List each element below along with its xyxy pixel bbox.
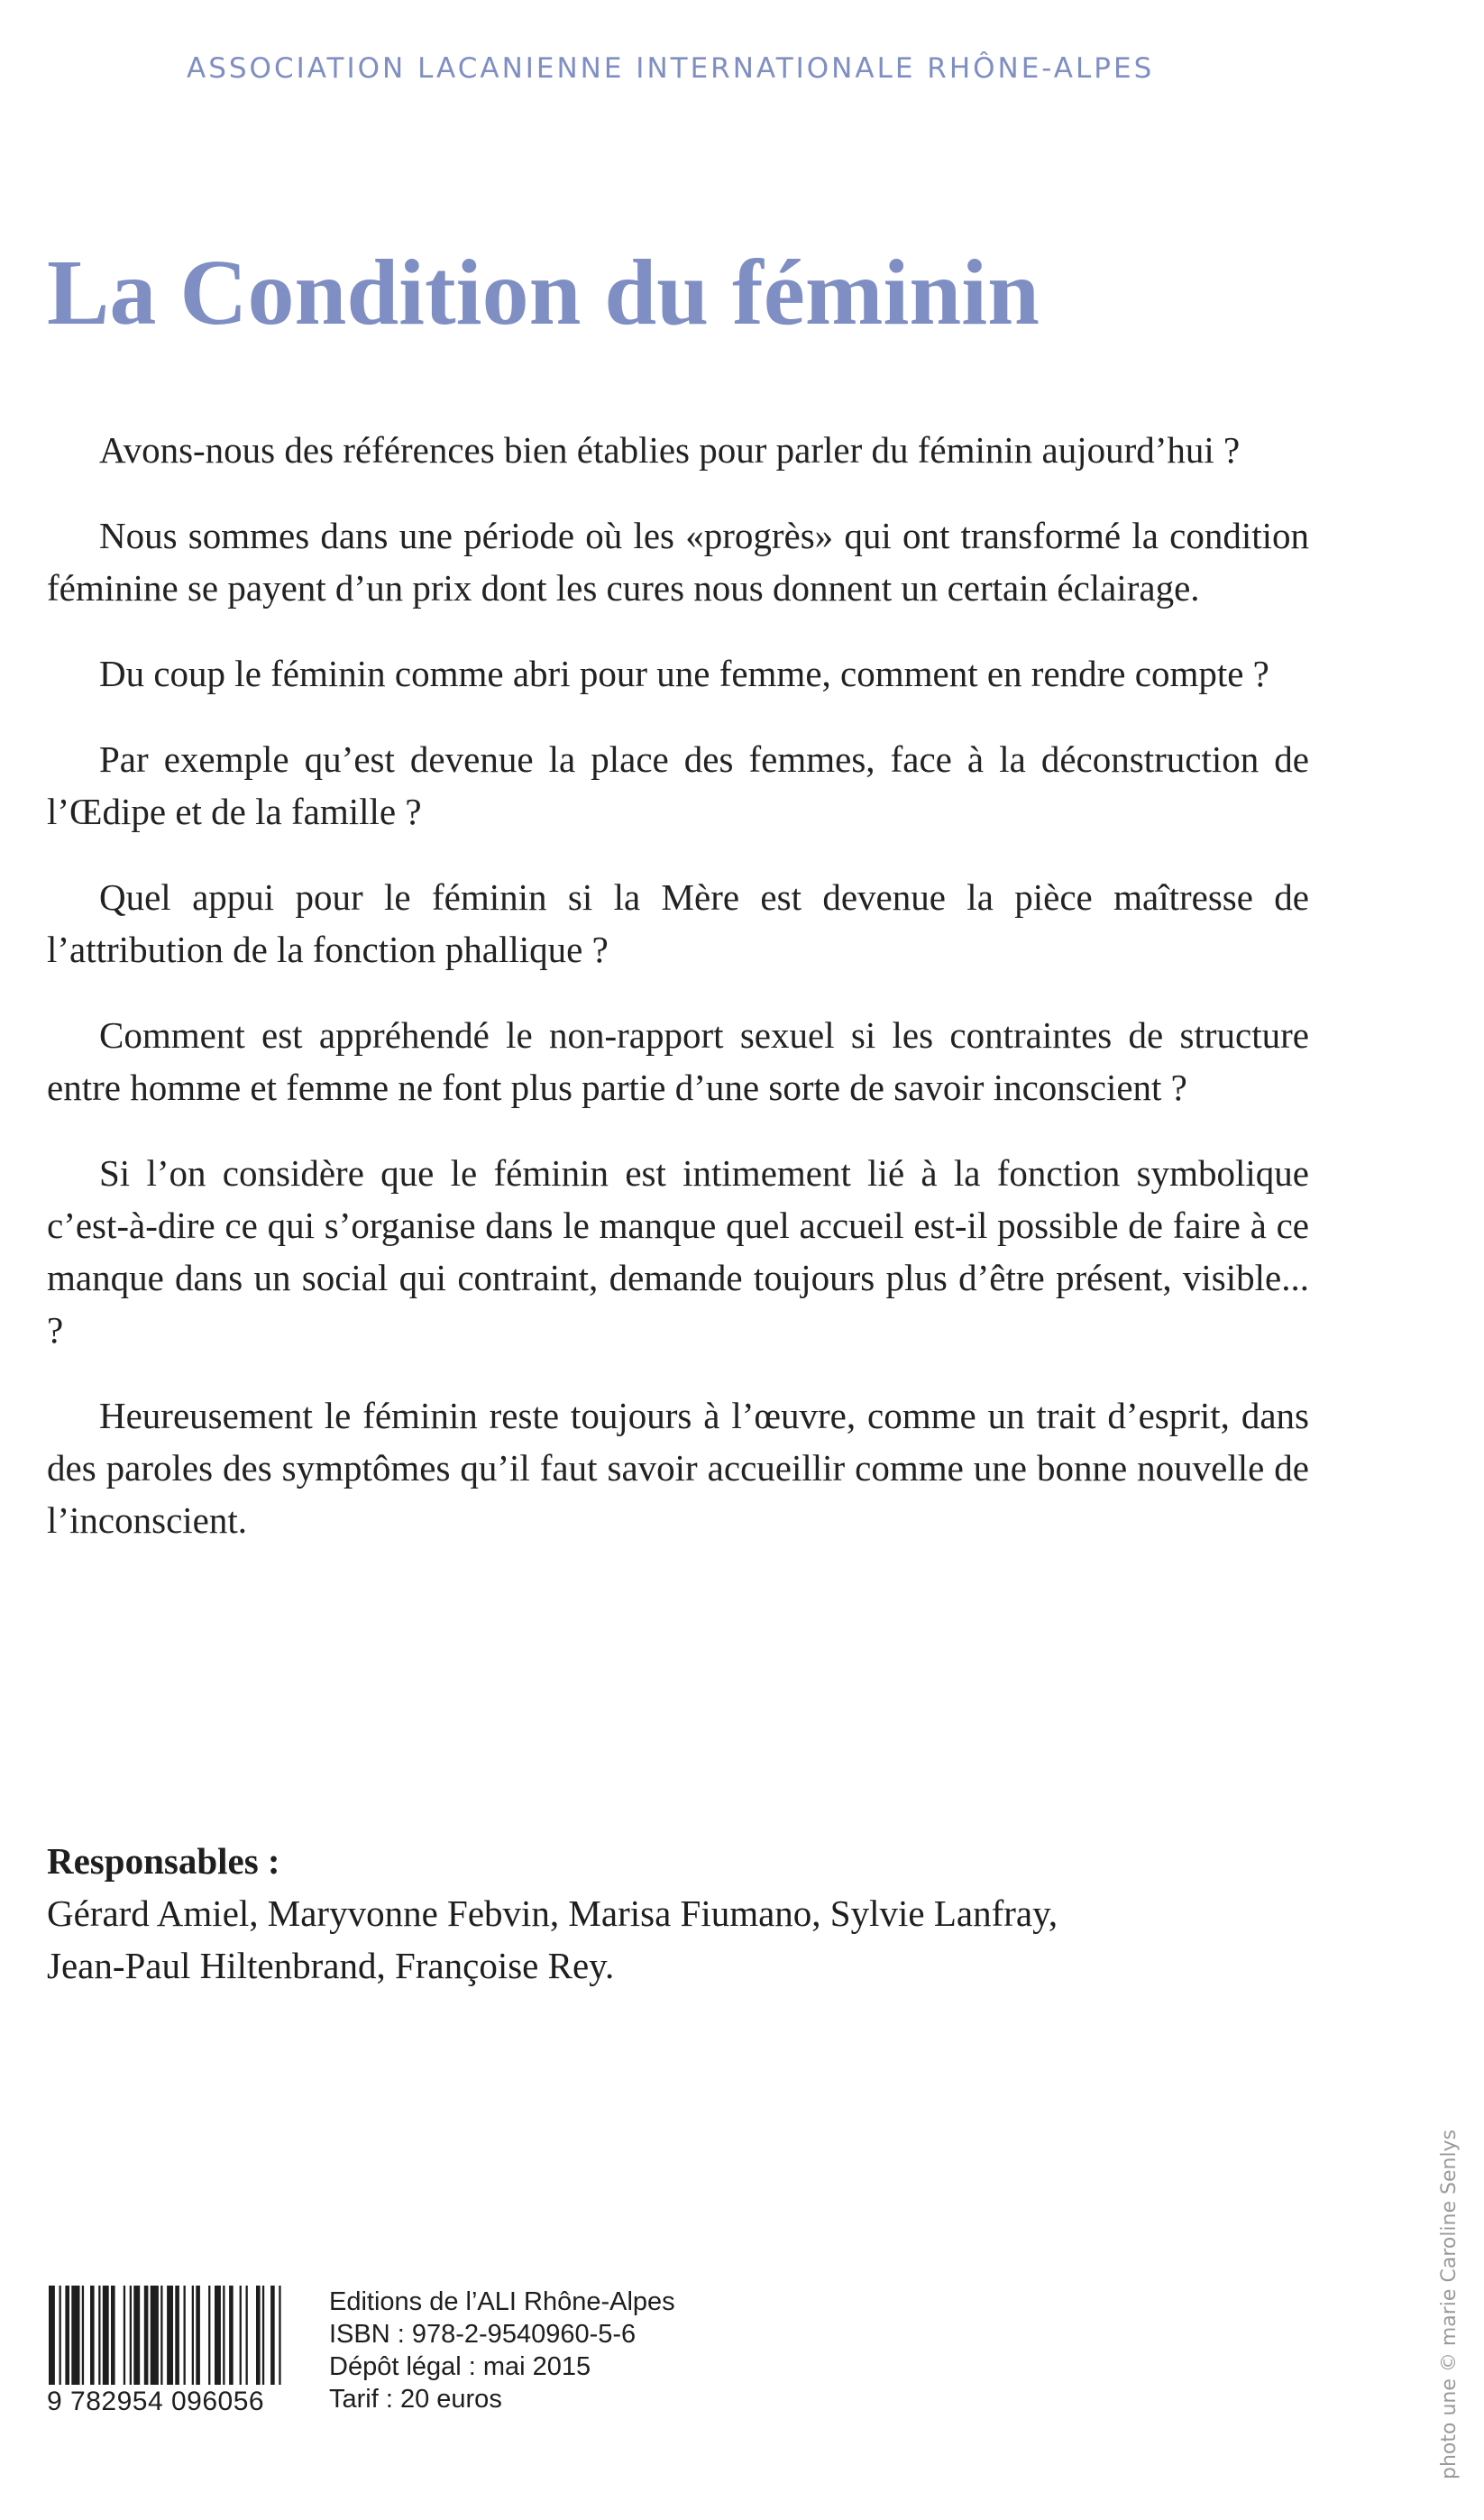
barcode-bar — [111, 2286, 115, 2385]
barcode-bar — [103, 2286, 109, 2385]
barcode-bar — [65, 2286, 69, 2385]
publication-info — [329, 2286, 675, 2415]
association-name: ASSOCIATION LACANIENNE INTERNATIONALE RHÔNE-ALPES — [187, 52, 1155, 85]
barcode-bar — [223, 2286, 224, 2385]
barcode-bar — [192, 2286, 194, 2385]
paragraph: Comment est appréhendé le non-rapport sexuel si les contraintes de structure entre homme et femme ne font plus partie d’une sorte de savoir inconscient ? — [47, 1014, 1309, 1108]
barcode-bar — [60, 2286, 61, 2385]
barcode-bar — [279, 2286, 280, 2385]
barcode-bar — [208, 2286, 210, 2385]
barcode-bar — [229, 2286, 234, 2385]
barcode-bar — [262, 2286, 264, 2385]
barcode-bar — [130, 2286, 132, 2385]
barcode-bar — [160, 2286, 162, 2385]
book-title: La Condition du féminin — [47, 241, 1040, 344]
barcode-bar — [196, 2286, 200, 2385]
barcode-bar — [90, 2286, 95, 2385]
paragraph: Heureusement le féminin reste toujours à l’œuvre, comme un trait d’esprit, dans des paroles des symptômes qu’il faut savoir accueillir comme une bonne nouvelle de l’inconscient. — [47, 1395, 1309, 1541]
paragraph: Si l’on considère que le féminin est intimement lié à la fonction symbolique c’est-à-dire ce qui s’organise dans le manque quel accueil est-il possible de faire à ce manque dans un social qui contraint, demande toujours plus d’être présent, visible... ? — [47, 1152, 1309, 1351]
barcode — [47, 2286, 310, 2430]
barcode-bar — [240, 2286, 242, 2385]
paragraph: Quel appui pour le féminin si la Mère est devenue la pièce maîtresse de l’attribution de la fonction phallique ? — [47, 876, 1309, 970]
price: Tarif : 20 euros — [329, 2385, 502, 2414]
barcode-bar — [124, 2286, 125, 2385]
barcode-bar — [133, 2286, 140, 2385]
responsables-section — [47, 1835, 1309, 1992]
barcode-bar — [144, 2286, 149, 2385]
barcode-bars — [47, 2286, 310, 2385]
barcode-bar — [167, 2286, 173, 2385]
responsables-names-line: Gérard Amiel, Maryvonne Febvin, Marisa Fiumano, Sylvie Lanfray, — [47, 1892, 1058, 1934]
barcode-bar — [98, 2286, 100, 2385]
barcode-bar — [49, 2286, 55, 2385]
barcode-bar — [256, 2286, 261, 2385]
publisher: Editions de l’ALI Rhône-Alpes — [329, 2287, 675, 2316]
barcode-bar — [246, 2286, 248, 2385]
responsables-names-line: Jean-Paul Hiltenbrand, Françoise Rey. — [47, 1945, 615, 1986]
barcode-bar — [270, 2286, 275, 2385]
photo-credit: photo une © marie Caroline Senlys — [1438, 2129, 1461, 2479]
paragraph: Avons-nous des références bien établies pour parler du féminin aujourd’hui ? — [99, 429, 1241, 471]
isbn: ISBN : 978-2-9540960-5-6 — [329, 2320, 637, 2349]
barcode-bar — [184, 2286, 186, 2385]
barcode-bar — [175, 2286, 179, 2385]
paragraph: Par exemple qu’est devenue la place des femmes, face à la déconstruction de l’Œdipe et de la famille ? — [47, 738, 1309, 832]
paragraph: Du coup le féminin comme abri pour une femme, comment en rendre compte ? — [99, 653, 1269, 694]
back-cover-text — [47, 424, 1309, 1546]
barcode-digits: 9 782954 096056 — [47, 2387, 265, 2416]
barcode-bar — [151, 2286, 159, 2385]
paragraph: Nous sommes dans une période où les «progrès» qui ont transformé la condition féminine se payent d’un prix dont les cures nous donnent un certain éclairage. — [47, 515, 1309, 609]
barcode-bar — [71, 2286, 79, 2385]
barcode-bar — [82, 2286, 84, 2385]
depot-legal: Dépôt légal : mai 2015 — [329, 2352, 591, 2381]
barcode-bar — [215, 2286, 221, 2385]
responsables-heading: Responsables : — [47, 1840, 280, 1882]
